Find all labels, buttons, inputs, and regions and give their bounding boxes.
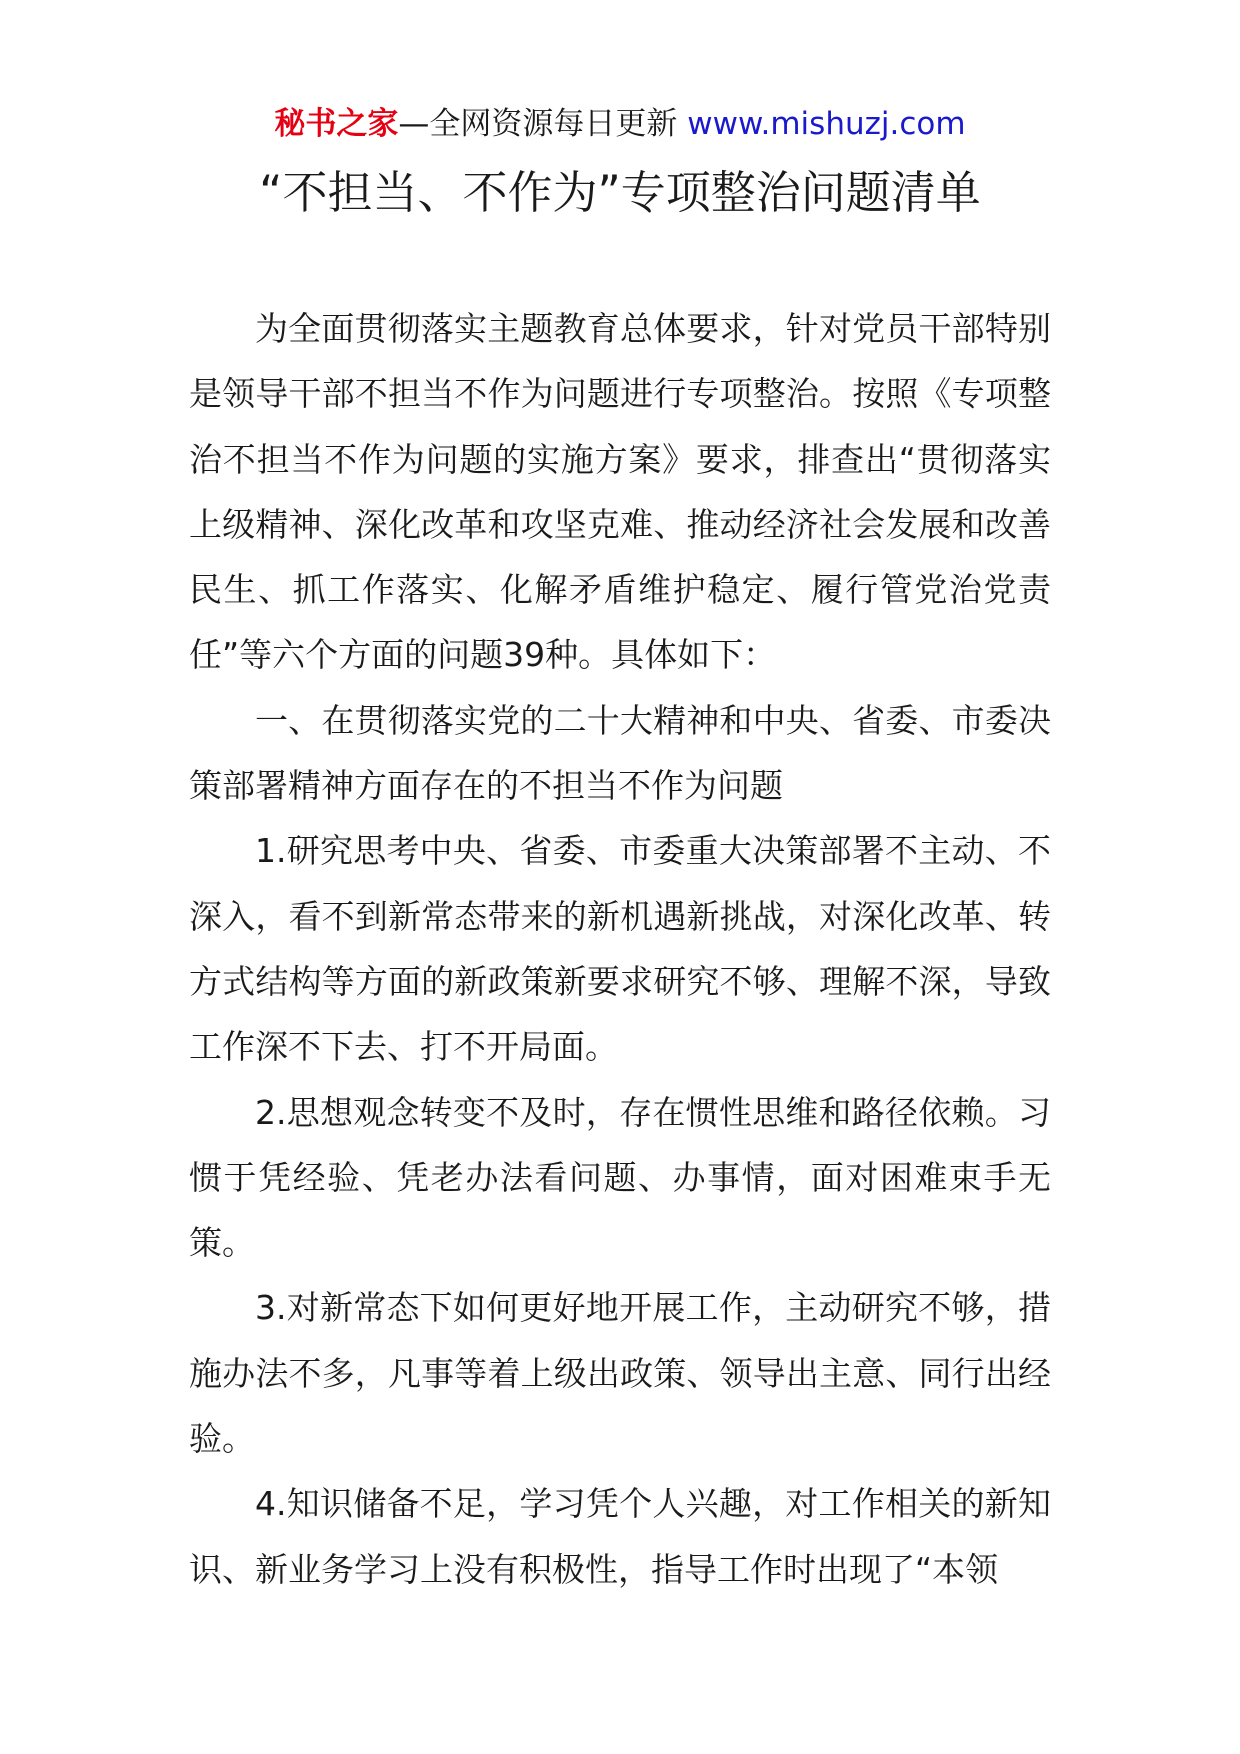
intro-paragraph: 为全面贯彻落实主题教育总体要求，针对党员干部特别是领导干部不担当不作为问题进行专项整治。按照《专项整治不担当不作为问题的实施方案》要求，排查出“贯彻落实上级精神、深化改革和攻坚克难、推动经济社会发展和改善民生、抓工作落实、化解矛盾维护稳定、履行管党治党责任”等六个方面的问题39种。具体如下：: [189, 309, 1051, 675]
site-header: [0, 104, 1240, 144]
site-tagline: —全网资源每日更新: [398, 106, 678, 142]
list-item-3: 3.对新常态下如何更好地开展工作，主动研究不够，措施办法不多，凡事等着上级出政策、领导出主意、同行出经验。: [189, 1288, 1051, 1459]
list-item-1: 1.研究思考中央、省委、市委重大决策部署不主动、不深入，看不到新常态带来的新机遇新挑战，对深化改革、转方式结构等方面的新政策新要求研究不够、理解不深，导致工作深不下去、打不开局面。: [189, 831, 1051, 1067]
document-body: [189, 296, 1051, 1602]
list-item-2: 2.思想观念转变不及时，存在惯性思维和路径依赖。习惯于凭经验、凭老办法看问题、办事情，面对困难束手无策。: [189, 1092, 1051, 1263]
list-item-4: 4.知识储备不足，学习凭个人兴趣，对工作相关的新知识、新业务学习上没有积极性，指导工作时出现了“本领: [189, 1484, 1051, 1589]
site-name: 秘书之家: [274, 106, 399, 142]
site-url-link[interactable]: www.mishuzj.com: [687, 106, 966, 142]
document-title: “不担当、不作为”专项整治问题清单: [259, 166, 981, 219]
section-heading-1: 一、在贯彻落实党的二十大精神和中央、省委、市委决策部署精神方面存在的不担当不作为问题: [189, 700, 1051, 806]
